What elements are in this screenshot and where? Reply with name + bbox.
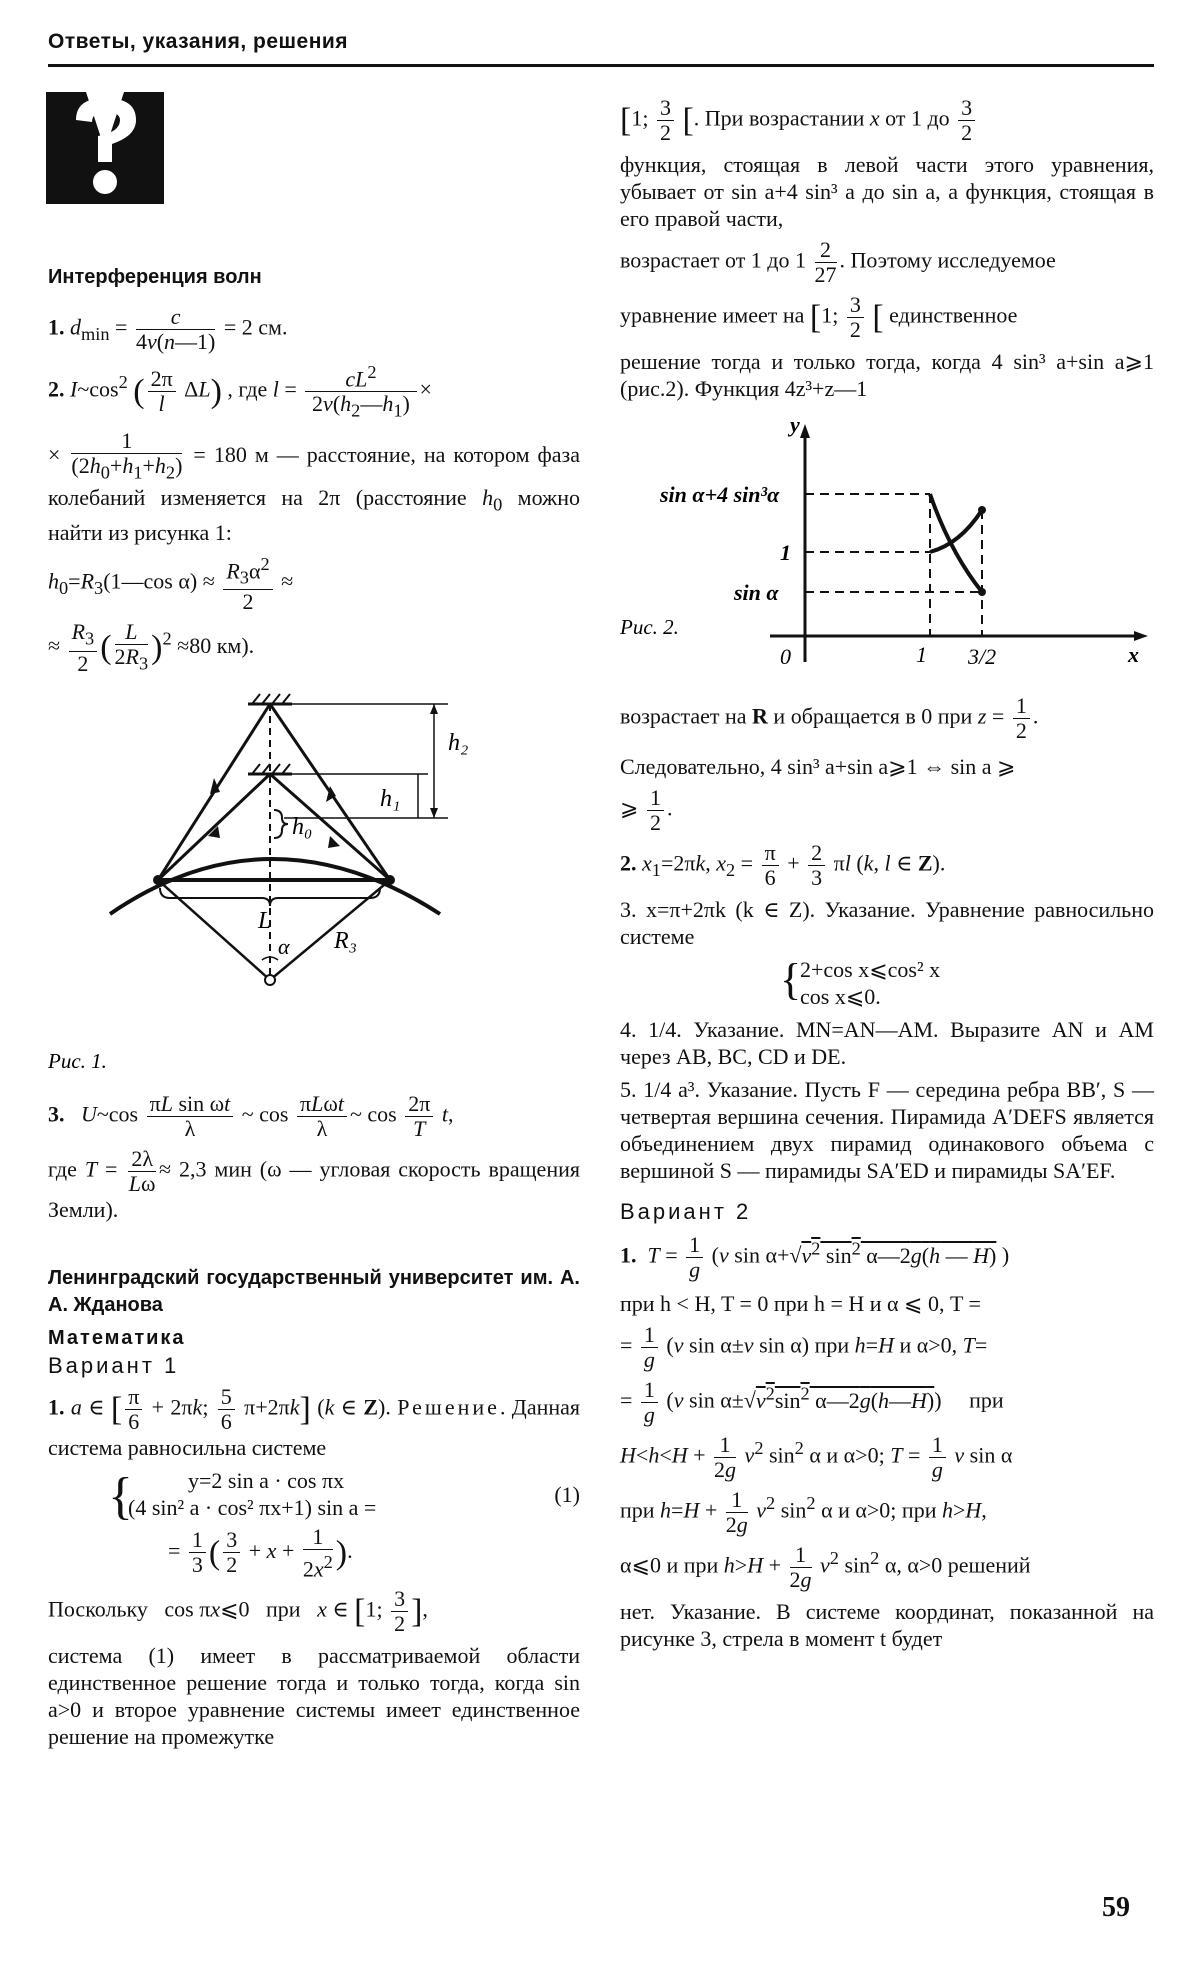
figure-1 [48, 684, 580, 1084]
variant-2-title: Вариант 2 [620, 1199, 752, 1224]
v2-line-8: нет. Указание. В системе координат, показанной на рисунке 3, стрела в момент t будет [620, 1599, 1154, 1651]
math-answer-5: 5. 1/4 a³. Указание. Пусть F — середина ребра BB′, S — четвертая вершина сечения. Пирамида A′DEFS является объединением двух пирамид одинакового объема с вершиной S — пирамиды SA′ED и пирамиды SA′EF. [620, 1077, 1154, 1183]
fig1-label-alpha: α [278, 933, 290, 959]
fig1-label-h2: h₂ [448, 729, 469, 756]
answer-2-formula: $h_0=R_3(1—\cos$ α) ≈ $\frac{R_3\alpha^2}{2}$ ≈ [48, 553, 294, 615]
university-title: Ленинградский государственный университет им. А. А. Жданова [48, 1266, 580, 1316]
answer-2-formula-2: ≈ $\frac{R_3}{2}$ ( $\frac{L}{2R_3}$ )$^2$ ≈80 км). [48, 619, 255, 676]
math-answer-2: 2. $x_1=2\pi k$, $x_2$ = $\frac{\pi}{6}$ + $\frac{2}{3}$ πl (k, l ∈ Z). [620, 840, 946, 890]
v2-line-5: H<h<H + $\frac{1}{2g}$ $v^2$ $\sin^2 \alpha$ и α>0; T = $\frac{1}{g}$ v sin α [620, 1432, 1013, 1482]
subject-title: Математика [48, 1326, 186, 1349]
math-answer-4: 4. 1/4. Указание. MN=AN—AM. Выразите AN и AM через AB, BC, CD и DE. [620, 1017, 1154, 1069]
answer-1: 1. $d_{min}$ = $\frac{c}{4\nu(n—1)}$ = 2 см. [48, 304, 288, 354]
fig2-ylabel-1: sin α+4 sin³α [660, 482, 780, 507]
fig1-caption: Рис. 1. [48, 1048, 107, 1073]
running-header: Ответы, указания, решения [48, 30, 349, 53]
system-number: (1) [554, 1481, 580, 1507]
answer-2-cont: × $\frac{1}{(2h_0+h_1+h_2)}$ = 180 м — расстояние, на котором фаза колебаний изменяется на 2π (расстояние $h_0$ можно найти из рисунка 1: [48, 427, 580, 545]
right-line-6: возрастает на R и обращается в 0 при z = $\frac{1}{2}$ . [620, 693, 1039, 743]
header-rule [48, 64, 1154, 67]
fig2-xlabel-1: 1 [916, 642, 927, 667]
v2-line-6: при h=H + $\frac{1}{2g}$ $v^2$ $\sin^2 \alpha$ и α>0; при h>H, [620, 1487, 987, 1537]
math-answer-1-cont-2: система (1) имеет в рассматриваемой области единственное решение тогда и только тогда, когда sin a>0 и второе уравнение системы имеет единственное решение на промежутке [48, 1642, 580, 1749]
fig2-xlabel-2: 3/2 [968, 644, 997, 669]
v2-line-7: α⩽0 и при h>H + $\frac{1}{2g}$ $v^2$ $\sin^2 \alpha$, α>0 решений [620, 1542, 1031, 1592]
right-line-7: Следовательно, 4 sin³ a+sin a⩾1 ⇔ sin a ⩾ [620, 754, 1016, 779]
v2-line-3: = $\frac{1}{g}$ (v sin α±v sin α) при h=H и α>0, T= [620, 1322, 988, 1372]
right-line-3: возрастает от 1 до 1 $\frac{2}{27}$ . Поэтому исследуемое [620, 237, 1056, 287]
fig1-label-h0: h₀ [292, 813, 313, 840]
fig2-xlabel-0: 0 [780, 644, 791, 669]
fig1-label-h1: h₁ [380, 785, 401, 812]
right-line-4: уравнение имеет на [1; $\frac{3}{2}$ [ единственное [620, 292, 1018, 342]
v2-line-4: = $\frac{1}{g}$ (v $\sin \alpha\pm√v^2\sin^2$ α—2g(h—H)) при [620, 1377, 1004, 1427]
fig2-axis-y: y [790, 412, 800, 437]
system-1-line-2: (4 sin² a · cos² πx+1) sin a = [128, 1494, 377, 1520]
v2-answer-1: 1. T = $\frac{1}{g}$ (v $\sin \alpha+√v^2$ $\sin^2$ α—2g(h — H) ) [620, 1232, 1010, 1282]
right-column [620, 96, 1154, 1658]
left-column [48, 96, 580, 1756]
page-number: 59 [1102, 1892, 1130, 1923]
section-title: Интерференция волн [48, 266, 262, 288]
system-2: { 2+cos x⩽cos² x cos x⩽0. [620, 956, 1154, 1010]
math-answer-1-cont: Поскольку cos πx⩽0 при x ∈ [1; $\frac{3}{2}$ ], [48, 1585, 428, 1636]
variant-title: Вариант 1 [48, 1352, 180, 1378]
system-1-line-3: = $\frac{1}{3}$ ( $\frac{3}{2}$ + x + $\frac{1}{2x^2}$ ). [168, 1523, 353, 1581]
right-line-5: решение тогда и только тогда, когда 4 sin³ a+sin a⩾1 (рис.2). Функция 4z³+z—1 [620, 349, 1154, 401]
system-2-line-1: 2+cos x⩽cos² x [800, 957, 941, 982]
fig1-label-L: L [258, 907, 272, 934]
system-1-line-1: y=2 sin a · cos πx [188, 1467, 345, 1493]
answer-3: 3. U~cos $\frac{\text{πL sin ωt}}{\lambda}$ ~ cos πLωt λ ~ cos $\frac{2\pi}{T}$ t, [48, 1090, 454, 1141]
math-answer-1: 1. a ∈ [ $\frac{\pi}{6}$ + 2πk; $\frac{5}{6}$ π+2πk] (k ∈ Z). Решение. Данная система равносильна системе [48, 1383, 581, 1460]
fig2-ylabel-2: 1 [780, 540, 791, 565]
math-answer-3: 3. x=π+2πk (k ∈ Z). Указание. Уравнение равносильно системе [620, 897, 1154, 949]
right-line-1: [1; $\frac{3}{2}$ [. При возрастании x от 1 до $\frac{3}{2}$ [620, 96, 1154, 145]
fig2-axis-x: x [1128, 642, 1139, 667]
answer-2: 2. $I\sim\cos^2$ ( $\frac{2\pi}{l}$ ΔL) , где l = $\frac{cL^2}{2\nu(h_2—h_1)}$ × [48, 362, 432, 421]
fig1-label-R3: R₃ [334, 927, 358, 954]
system-1: { y=2 sin a · cos πx (4 sin² a · cos² πx+1) sin a = (1) [108, 1467, 580, 1525]
fig2-ylabel-3: sin α [734, 580, 779, 605]
v2-line-2: при h < H, T = 0 при h = H и α ⩽ 0, T = [620, 1291, 981, 1316]
right-line-2: функция, стоящая в левой части этого уравнения, убывает от sin a+4 sin³ a до sin a, а функция, стоящая в его правой части, [620, 152, 1154, 231]
right-line-8: ⩾ $\frac{1}{2}$ . [620, 785, 673, 835]
fig2-caption: Рис. 2. [620, 615, 679, 639]
figure-2 [620, 412, 1154, 672]
answer-3-cont: где T = $\frac{2\lambda}{L\omega}$ ≈ 2,3 мин (ω — угловая скорость вращения Земли). [48, 1145, 580, 1222]
system-2-line-2: cos x⩽0. [800, 984, 881, 1009]
